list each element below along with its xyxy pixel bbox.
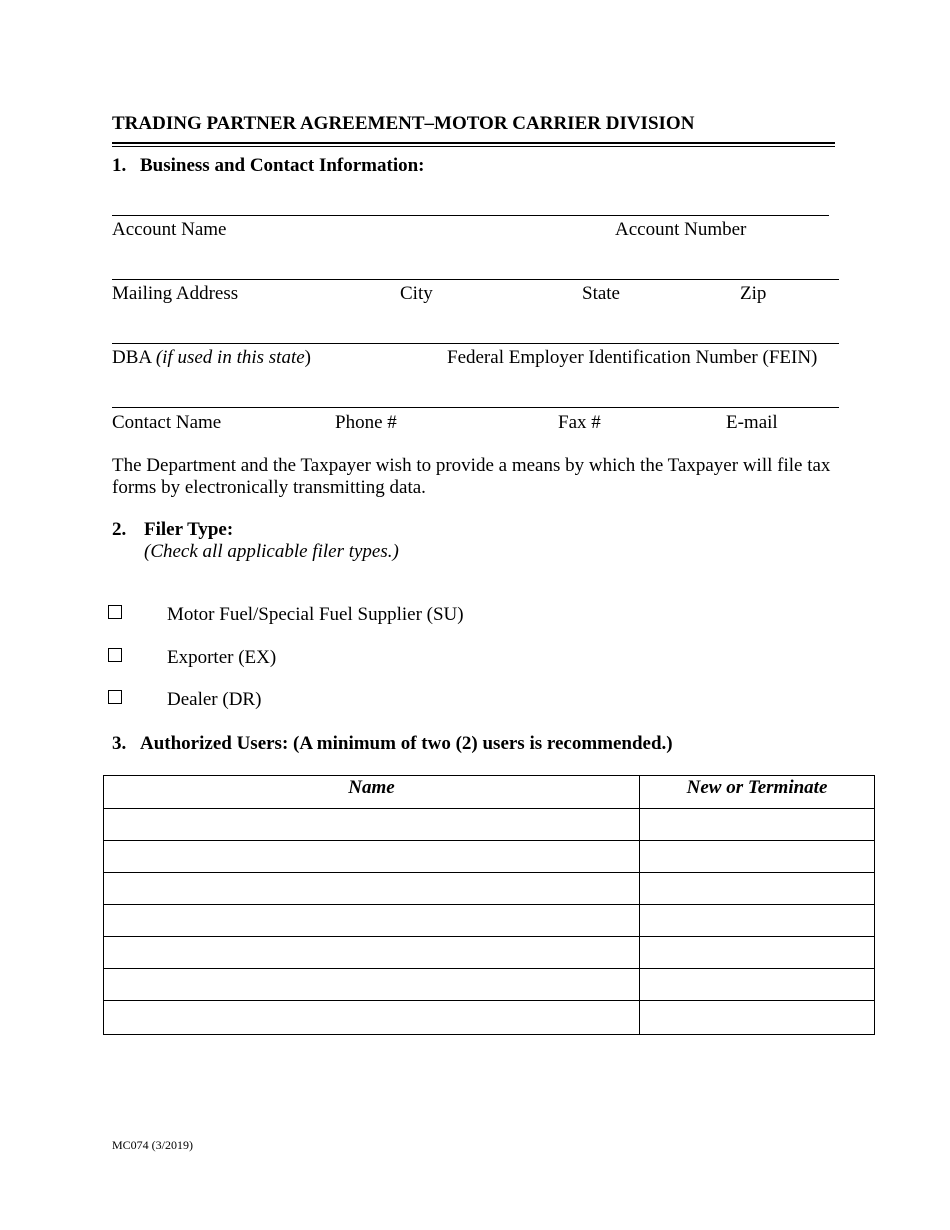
dba-label [112, 347, 311, 369]
account-number-label: Account Number [615, 219, 747, 240]
user-name-cell[interactable] [104, 1001, 640, 1035]
section1-heading: Business and Contact Information: [140, 155, 425, 176]
city-label: City [400, 283, 433, 304]
section2-instruction: (Check all applicable filer types.) [144, 541, 399, 562]
table-row [104, 809, 875, 841]
dba-line[interactable] [112, 343, 839, 344]
filer-option-ex: Exporter (EX) [167, 647, 277, 668]
user-name-cell[interactable] [104, 841, 640, 873]
filer-option-dr: Dealer (DR) [167, 689, 262, 710]
dba-note-close: ) [304, 347, 311, 368]
user-status-cell[interactable] [640, 905, 875, 937]
title-divider-second [112, 146, 835, 147]
column-header-status: New or Terminate [640, 776, 875, 809]
section3-heading: Authorized Users: (A minimum of two (2) users is recommended.) [140, 733, 673, 754]
table-row [104, 841, 875, 873]
filer-checkbox-dr[interactable] [108, 690, 122, 704]
table-row [104, 905, 875, 937]
section3-number: 3. [112, 733, 127, 754]
table-row [104, 969, 875, 1001]
section2-number: 2. [112, 519, 127, 540]
filer-checkbox-su[interactable] [108, 605, 122, 619]
table-row [104, 1001, 875, 1035]
table-header-row [104, 776, 875, 809]
authorized-users-table [103, 775, 875, 1035]
contact-line[interactable] [112, 407, 839, 408]
user-status-cell[interactable] [640, 1001, 875, 1035]
filer-option-su: Motor Fuel/Special Fuel Supplier (SU) [167, 604, 464, 625]
column-header-name: Name [104, 776, 640, 809]
statement-line-2: forms by electronically transmitting data. [112, 477, 426, 498]
statement-line-1: The Department and the Taxpayer wish to provide a means by which the Taxpayer will file tax [112, 455, 831, 476]
account-line[interactable] [112, 215, 829, 216]
address-line[interactable] [112, 279, 839, 280]
title-divider [112, 142, 835, 144]
account-name-label: Account Name [112, 219, 227, 240]
user-name-cell[interactable] [104, 873, 640, 905]
phone-label: Phone # [335, 412, 397, 433]
dba-note: (if used in this state [155, 347, 305, 368]
mailing-address-label: Mailing Address [112, 283, 239, 304]
table-row [104, 873, 875, 905]
filer-checkbox-ex[interactable] [108, 648, 122, 662]
contact-name-label: Contact Name [112, 412, 222, 433]
fax-label: Fax # [558, 412, 601, 433]
state-label: State [582, 283, 620, 304]
user-status-cell[interactable] [640, 841, 875, 873]
section2-heading: Filer Type: [144, 519, 234, 540]
zip-label: Zip [740, 283, 767, 304]
fein-label: Federal Employer Identification Number (FEIN) [447, 347, 818, 368]
user-status-cell[interactable] [640, 809, 875, 841]
table-row [104, 937, 875, 969]
email-label: E-mail [726, 412, 778, 433]
section1-number: 1. [112, 155, 127, 176]
form-code: MC074 (3/2019) [112, 1138, 193, 1152]
user-name-cell[interactable] [104, 905, 640, 937]
user-name-cell[interactable] [104, 809, 640, 841]
user-name-cell[interactable] [104, 969, 640, 1001]
form-title: TRADING PARTNER AGREEMENT–MOTOR CARRIER DIVISION [112, 113, 695, 134]
user-status-cell[interactable] [640, 937, 875, 969]
user-status-cell[interactable] [640, 873, 875, 905]
user-name-cell[interactable] [104, 937, 640, 969]
dba-text: DBA [112, 347, 152, 368]
user-status-cell[interactable] [640, 969, 875, 1001]
